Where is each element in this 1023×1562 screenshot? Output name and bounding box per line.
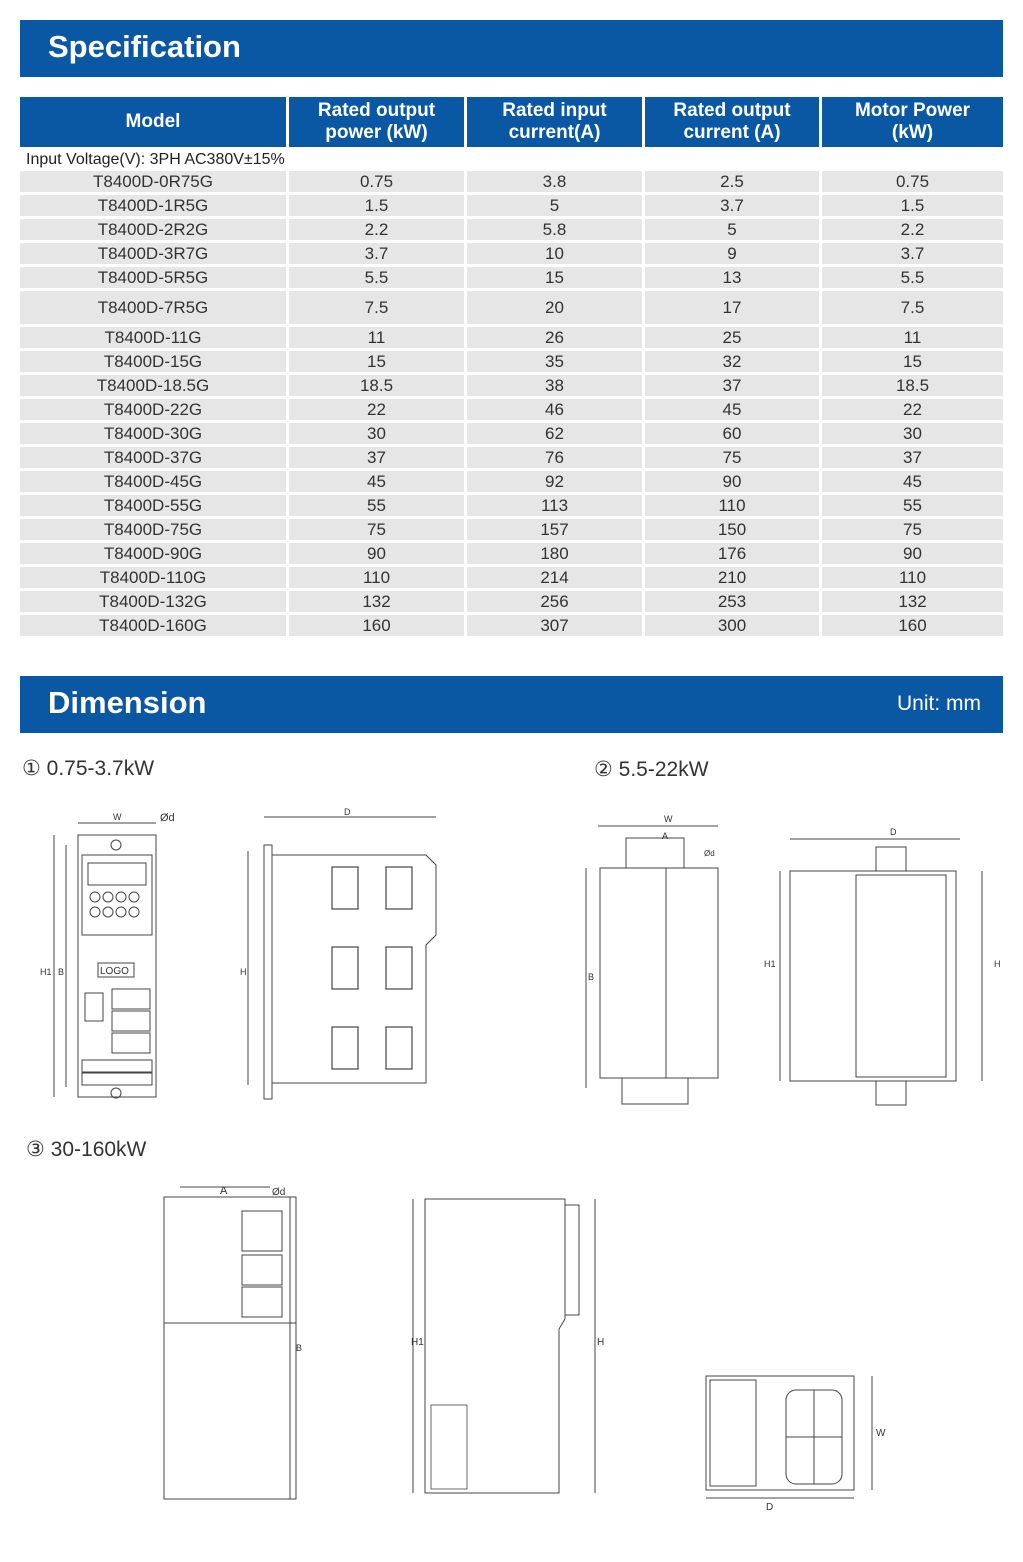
drawing-large-top bbox=[700, 1370, 890, 1520]
cell-model: T8400D-3R7G bbox=[20, 243, 286, 264]
cell-model: T8400D-22G bbox=[20, 399, 286, 420]
input-voltage-note: Input Voltage(V): 3PH AC380V±15% bbox=[26, 151, 285, 168]
table-row bbox=[20, 447, 1003, 468]
cell-motor-power: 45 bbox=[822, 471, 1003, 492]
cell-rated-output-power: 2.2 bbox=[289, 219, 464, 240]
drawing-mid-front bbox=[580, 810, 730, 1110]
cell-rated-output-power: 1.5 bbox=[289, 195, 464, 216]
table-row bbox=[20, 543, 1003, 564]
cell-rated-output-current: 2.5 bbox=[645, 171, 819, 192]
cell-rated-output-power: 132 bbox=[289, 591, 464, 612]
dim-label-h1: H1 bbox=[411, 1337, 424, 1348]
table-row bbox=[20, 267, 1003, 288]
cell-rated-input-current: 214 bbox=[467, 567, 642, 588]
cell-rated-output-power: 3.7 bbox=[289, 243, 464, 264]
table-body bbox=[20, 171, 1003, 636]
cell-rated-input-current: 26 bbox=[467, 327, 642, 348]
dim-label-w: W bbox=[113, 812, 122, 822]
cell-motor-power: 3.7 bbox=[822, 243, 1003, 264]
cell-model: T8400D-110G bbox=[20, 567, 286, 588]
cell-rated-output-current: 32 bbox=[645, 351, 819, 372]
cell-rated-input-current: 46 bbox=[467, 399, 642, 420]
cell-model: T8400D-0R75G bbox=[20, 171, 286, 192]
cell-rated-output-current: 9 bbox=[645, 243, 819, 264]
cell-motor-power: 75 bbox=[822, 519, 1003, 540]
cell-model: T8400D-18.5G bbox=[20, 375, 286, 396]
dim-label-d: D bbox=[766, 1502, 774, 1513]
cell-model: T8400D-37G bbox=[20, 447, 286, 468]
cell-model: T8400D-132G bbox=[20, 591, 286, 612]
cell-rated-output-current: 110 bbox=[645, 495, 819, 516]
cell-model: T8400D-1R5G bbox=[20, 195, 286, 216]
cell-model: T8400D-7R5G bbox=[20, 291, 286, 324]
dimension-header bbox=[20, 676, 1003, 733]
cell-rated-output-current: 37 bbox=[645, 375, 819, 396]
cell-motor-power: 37 bbox=[822, 447, 1003, 468]
dim-label-h: H bbox=[240, 967, 247, 977]
table-row bbox=[20, 495, 1003, 516]
table-row bbox=[20, 519, 1003, 540]
cell-rated-output-current: 25 bbox=[645, 327, 819, 348]
cell-motor-power: 0.75 bbox=[822, 171, 1003, 192]
cell-motor-power: 5.5 bbox=[822, 267, 1003, 288]
cell-motor-power: 15 bbox=[822, 351, 1003, 372]
table-row bbox=[20, 399, 1003, 420]
cell-rated-output-current: 45 bbox=[645, 399, 819, 420]
header-rated-output-current: Rated output current (A) bbox=[645, 97, 819, 147]
cell-rated-output-power: 110 bbox=[289, 567, 464, 588]
table-row bbox=[20, 471, 1003, 492]
cell-model: T8400D-45G bbox=[20, 471, 286, 492]
table-row bbox=[20, 291, 1003, 324]
dim-label-h1: H1 bbox=[764, 959, 776, 969]
cell-rated-output-power: 75 bbox=[289, 519, 464, 540]
table-header bbox=[20, 97, 1003, 147]
logo-label: LOGO bbox=[100, 966, 129, 977]
cell-model: T8400D-30G bbox=[20, 423, 286, 444]
cell-model: T8400D-75G bbox=[20, 519, 286, 540]
cell-rated-output-power: 22 bbox=[289, 399, 464, 420]
cell-rated-output-power: 160 bbox=[289, 615, 464, 636]
cell-rated-output-current: 90 bbox=[645, 471, 819, 492]
cell-rated-output-power: 90 bbox=[289, 543, 464, 564]
cell-rated-output-current: 3.7 bbox=[645, 195, 819, 216]
cell-rated-input-current: 3.8 bbox=[467, 171, 642, 192]
cell-rated-output-current: 300 bbox=[645, 615, 819, 636]
cell-rated-input-current: 15 bbox=[467, 267, 642, 288]
cell-motor-power: 30 bbox=[822, 423, 1003, 444]
dim-label-w: W bbox=[876, 1428, 886, 1439]
cell-rated-input-current: 38 bbox=[467, 375, 642, 396]
cell-model: T8400D-90G bbox=[20, 543, 286, 564]
cell-rated-input-current: 113 bbox=[467, 495, 642, 516]
cell-model: T8400D-160G bbox=[20, 615, 286, 636]
header-rated-output-power: Rated output power (kW) bbox=[289, 97, 464, 147]
dim-label-a: A bbox=[662, 831, 669, 841]
cell-rated-input-current: 10 bbox=[467, 243, 642, 264]
cell-rated-output-power: 0.75 bbox=[289, 171, 464, 192]
cell-rated-input-current: 35 bbox=[467, 351, 642, 372]
dimension-unit: Unit: mm bbox=[897, 692, 981, 715]
header-rated-input-current: Rated input current(A) bbox=[467, 97, 642, 147]
specification-table bbox=[20, 97, 1003, 639]
dim-label-b: B bbox=[58, 967, 65, 977]
drawing-large-front bbox=[160, 1175, 310, 1505]
cell-rated-output-current: 13 bbox=[645, 267, 819, 288]
table-row bbox=[20, 351, 1003, 372]
dim-label-h: H bbox=[994, 959, 1001, 969]
cell-model: T8400D-5R5G bbox=[20, 267, 286, 288]
cell-rated-output-current: 75 bbox=[645, 447, 819, 468]
table-row bbox=[20, 375, 1003, 396]
dim-label-phi-d: Ød bbox=[272, 1187, 286, 1198]
cell-rated-input-current: 180 bbox=[467, 543, 642, 564]
cell-rated-input-current: 256 bbox=[467, 591, 642, 612]
cell-motor-power: 132 bbox=[822, 591, 1003, 612]
dimension-title: Dimension bbox=[48, 685, 207, 720]
cell-motor-power: 11 bbox=[822, 327, 1003, 348]
cell-rated-input-current: 92 bbox=[467, 471, 642, 492]
dim-label-a: A bbox=[220, 1185, 228, 1197]
cell-rated-input-current: 307 bbox=[467, 615, 642, 636]
drawing-large-side bbox=[405, 1195, 615, 1505]
table-row bbox=[20, 243, 1003, 264]
table-row bbox=[20, 567, 1003, 588]
header-model: Model bbox=[20, 97, 286, 147]
cell-rated-output-power: 15 bbox=[289, 351, 464, 372]
cell-rated-output-power: 11 bbox=[289, 327, 464, 348]
dim-label-b: B bbox=[588, 972, 595, 982]
table-row bbox=[20, 195, 1003, 216]
cell-rated-output-power: 37 bbox=[289, 447, 464, 468]
table-row bbox=[20, 171, 1003, 192]
cell-rated-output-power: 5.5 bbox=[289, 267, 464, 288]
cell-rated-output-current: 253 bbox=[645, 591, 819, 612]
cell-rated-input-current: 157 bbox=[467, 519, 642, 540]
cell-rated-output-current: 176 bbox=[645, 543, 819, 564]
caption-small-range: ① 0.75-3.7kW bbox=[22, 757, 155, 780]
caption-mid-range: ② 5.5-22kW bbox=[594, 758, 709, 781]
header-motor-power: Motor Power (kW) bbox=[822, 97, 1003, 147]
cell-rated-output-current: 210 bbox=[645, 567, 819, 588]
table-row bbox=[20, 219, 1003, 240]
cell-model: T8400D-15G bbox=[20, 351, 286, 372]
drawing-small-front bbox=[40, 805, 175, 1105]
cell-model: T8400D-11G bbox=[20, 327, 286, 348]
cell-motor-power: 2.2 bbox=[822, 219, 1003, 240]
cell-motor-power: 7.5 bbox=[822, 291, 1003, 324]
dim-label-phi-d: Ød bbox=[704, 849, 715, 858]
dim-label-d: D bbox=[890, 827, 897, 837]
cell-rated-input-current: 5 bbox=[467, 195, 642, 216]
cell-rated-output-power: 18.5 bbox=[289, 375, 464, 396]
cell-rated-output-power: 30 bbox=[289, 423, 464, 444]
dim-label-d: D bbox=[344, 807, 351, 817]
cell-motor-power: 18.5 bbox=[822, 375, 1003, 396]
drawing-small-side bbox=[240, 805, 440, 1105]
specification-header bbox=[20, 20, 1003, 77]
cell-model: T8400D-55G bbox=[20, 495, 286, 516]
drawing-mid-side bbox=[760, 825, 1005, 1115]
cell-rated-input-current: 20 bbox=[467, 291, 642, 324]
cell-rated-output-current: 60 bbox=[645, 423, 819, 444]
cell-rated-output-current: 150 bbox=[645, 519, 819, 540]
cell-motor-power: 1.5 bbox=[822, 195, 1003, 216]
cell-rated-input-current: 5.8 bbox=[467, 219, 642, 240]
cell-rated-output-power: 55 bbox=[289, 495, 464, 516]
table-row bbox=[20, 327, 1003, 348]
cell-motor-power: 160 bbox=[822, 615, 1003, 636]
dim-label-h: H bbox=[597, 1337, 605, 1348]
cell-rated-output-current: 17 bbox=[645, 291, 819, 324]
cell-motor-power: 55 bbox=[822, 495, 1003, 516]
cell-motor-power: 22 bbox=[822, 399, 1003, 420]
table-row bbox=[20, 615, 1003, 636]
cell-motor-power: 90 bbox=[822, 543, 1003, 564]
dim-label-b: B bbox=[296, 1343, 303, 1353]
caption-large-range: ③ 30-160kW bbox=[26, 1138, 147, 1161]
cell-rated-input-current: 76 bbox=[467, 447, 642, 468]
specification-title: Specification bbox=[48, 29, 241, 64]
table-row bbox=[20, 423, 1003, 444]
cell-rated-input-current: 62 bbox=[467, 423, 642, 444]
cell-rated-output-power: 7.5 bbox=[289, 291, 464, 324]
table-row bbox=[20, 591, 1003, 612]
cell-motor-power: 110 bbox=[822, 567, 1003, 588]
cell-rated-output-current: 5 bbox=[645, 219, 819, 240]
cell-model: T8400D-2R2G bbox=[20, 219, 286, 240]
dim-label-w: W bbox=[664, 814, 673, 824]
dim-label-phi-d: Ød bbox=[160, 812, 175, 824]
dim-label-h1: H1 bbox=[40, 967, 52, 977]
cell-rated-output-power: 45 bbox=[289, 471, 464, 492]
